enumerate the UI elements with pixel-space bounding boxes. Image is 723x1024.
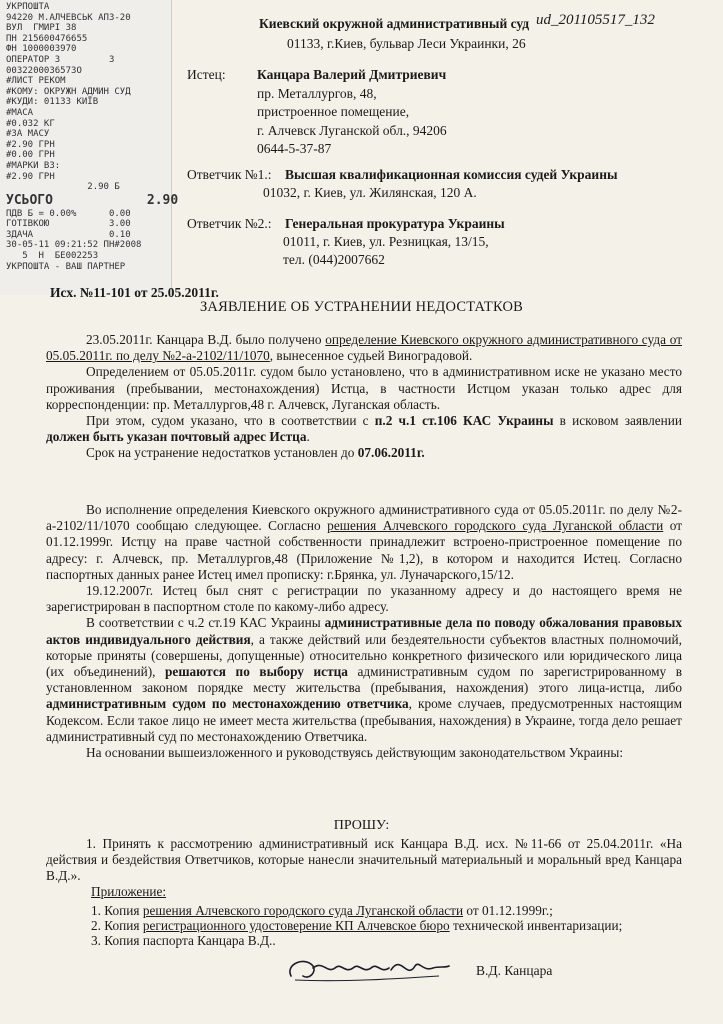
receipt-line: 30-05-11 09:21:52 ПН#2008 xyxy=(6,240,142,251)
request-paragraph: 1. Принять к рассмотрению административный иск Канцара В.Д. исх. №11-66 от 25.04.2011г. «На действия и бездействия Ответчиков, которые нанесли значительный материальный и моральный вред Канцара В.Д.». xyxy=(46,836,682,884)
text-span: , а также действий или бездеятельности субъектов властных полномочий, которые приняты (совершены, допущенные) относительно конкретного физического или юридического лица (их объединений), xyxy=(46,631,682,680)
text-span: 23.05.2011г. Канцара В.Д. было получено xyxy=(86,332,322,347)
respondent2-phone: тел. (044)2007662 xyxy=(283,252,385,267)
body-part-2 xyxy=(46,502,682,761)
court-address: 01133, г.Киев, бульвар Леси Украинки, 26 xyxy=(287,36,526,51)
receipt-line: ВУЛ ГМИРІ 38 xyxy=(6,23,77,34)
receipt-line: ОПЕРАТОР 3 3 xyxy=(6,54,115,65)
respondent2-name-text: Генеральная прокуратура Украины xyxy=(285,216,505,231)
paragraph xyxy=(46,615,682,745)
text-span: , кроме случаев, предусмотренных настоящим Кодексом. Если такое лицо не имеет места жительства (пребывания, нахождения) в Украине, тогда дело решает административный суд по местонахождению Ответчика. xyxy=(46,696,682,744)
bold-text: должен быть указан почтовый адрес Истца xyxy=(46,429,307,445)
paragraph xyxy=(46,413,682,445)
text-span: технической инвентаризации; xyxy=(449,918,623,933)
receipt-line: ПДВ Б = 0.00% 0.00 xyxy=(6,208,131,219)
receipt-line: #ЛИСТ РЕКОМ xyxy=(6,76,66,87)
receipt-line: 0032200036573О xyxy=(6,65,82,76)
text-span: 1. Копия xyxy=(91,903,143,918)
handwritten-signature xyxy=(283,946,453,990)
respondent2-name xyxy=(285,215,505,234)
text-span: 2. Копия xyxy=(91,918,143,933)
plaintiff-name: Канцара Валерий Дмитриевич xyxy=(257,67,447,82)
receipt-total-value: 2.90 xyxy=(146,192,179,208)
plaintiff-line: пристроенное помещение, xyxy=(257,104,410,119)
plaintiff-line: г. Алчевск Луганской обл., 94206 xyxy=(257,122,447,138)
paragraph xyxy=(46,332,682,364)
paragraph: Определением от 05.05.2011г. судом было установлено, что в административном иске не указано место проживания (пребывании, местонахождения) Истца, в частности Истцом указан только адрес для корреспонденции: пр. Металлургов,48 г. Алчевск, Луганская область. xyxy=(46,364,682,412)
text-span: от 01.12.1999г.; xyxy=(463,903,553,918)
paragraph: 19.12.2007г. Истец был снят с регистрации по указанному адресу и до настоящего время не зарегистрирован в паспортном столе по какому-либо адресу. xyxy=(46,583,682,615)
receipt-line: #МАСА xyxy=(6,107,34,118)
text-span: от 01.12.1999г. Истцу на праве частной собственности принадлежит встроено-пристроенное помещение по адресу: г. Алчевск, пр. Металлургов,48 (Приложение №1,2), в котором и находится Истец. Согласно паспортных данных ранее Истец имел прописку: г.Брянка, ул. Луначарского,15/12. xyxy=(46,518,683,582)
paragraph: На основании вышеизложенного и руководствуясь действующим законодательством Украины: xyxy=(86,745,624,761)
paragraph xyxy=(46,445,682,461)
receipt-line: #2.90 ГРН xyxy=(6,171,55,182)
bold-text: 07.06.2011г. xyxy=(357,445,425,461)
document-title: ЗАЯВЛЕНИЕ ОБ УСТРАНЕНИИ НЕДОСТАТКОВ xyxy=(199,299,524,315)
outgoing-reference: Исх. №11-101 от 25.05.2011г. xyxy=(50,285,219,300)
respondent2-address: 01011, г. Киев, ул. Резницкая, 13/15, xyxy=(283,234,489,249)
receipt-lines xyxy=(6,2,171,193)
text-span: административным судом по зарегистрированному в установленном законом порядке месту жительства (пребывания, нахождения) этого лица-истца, либо xyxy=(46,664,683,696)
receipt-line: #ЗА МАСУ xyxy=(6,129,50,140)
plaintiff-details xyxy=(257,66,447,159)
court-name: Киевский окружной административный суд xyxy=(259,16,530,31)
respondent1-details xyxy=(285,166,618,185)
plaintiff-role: Истец: xyxy=(187,67,226,82)
request-heading: ПРОШУ: xyxy=(333,818,390,833)
plaintiff-line: 0644-5-37-87 xyxy=(257,141,332,156)
receipt-line: #МАРКИ ВЗ: xyxy=(6,160,61,171)
underlined-text: определение Киевского окружного административного суда от 05.05.2011г. по делу №2-а-2102/11/1070 xyxy=(46,332,683,364)
receipt-line: #0.00 ГРН xyxy=(6,150,55,161)
bold-text: административные дела по поводу обжалования правовых актов индивидуального действия xyxy=(46,615,682,647)
receipt-line: #0.032 КГ xyxy=(6,118,55,129)
receipt-total-label: УСЬОГО xyxy=(6,192,53,208)
respondent1-address: 01032, г. Киев, ул. Жилянская, 120 А. xyxy=(263,185,477,200)
request-text xyxy=(46,836,682,885)
receipt-total xyxy=(6,192,179,209)
receipt-line: ЗДАЧА 0.10 xyxy=(6,229,131,240)
receipt-tail xyxy=(6,209,171,273)
respondent1-name: Высшая квалификационная комиссия судей Украины xyxy=(285,167,618,182)
respondent1-role: Ответчик №1.: xyxy=(187,167,272,182)
text-span: При этом, судом указано, что в соответствии с xyxy=(86,413,375,429)
underlined-text: регистрационного удостоверение КП Алчевское бюро xyxy=(142,918,450,933)
receipt-line: 5 Н БЕ002253 xyxy=(6,251,99,262)
attachments-label: Приложение: xyxy=(91,884,167,899)
receipt-line: 2.90 Б xyxy=(6,182,120,193)
text-span: . xyxy=(306,429,310,445)
text-span: В соответствии с ч.2 ст.19 КАС Украины xyxy=(86,615,325,631)
text-span: 3. Копия паспорта Канцара В.Д.. xyxy=(91,933,276,948)
receipt-line: #2.90 ГРН xyxy=(6,139,55,150)
receipt-line: #КОМУ: ОКРУЖН АДМИН СУД xyxy=(6,86,131,97)
signer-name: В.Д. Канцара xyxy=(476,963,553,978)
receipt-line: ГОТІВКОЮ 3.00 xyxy=(6,219,131,230)
paragraph xyxy=(46,502,682,583)
receipt-line: УКРПОШТА - ВАШ ПАРТНЕР xyxy=(6,261,126,272)
text-span: в исковом заявлении xyxy=(553,413,682,429)
body-part-1 xyxy=(46,332,682,462)
respondent2-role: Ответчик №2.: xyxy=(187,216,272,231)
attachment-item xyxy=(91,903,553,919)
receipt-line: #КУДИ: 01133 КИЇВ xyxy=(6,97,99,108)
text-span: , вынесенное судьей Виноградовой. xyxy=(269,348,473,364)
receipt-line: ФН 1000003970 xyxy=(6,44,77,55)
plaintiff-line: пр. Металлургов, 48, xyxy=(257,85,377,101)
receipt-line: 94220 М.АЛЧЕВСЬК АПЗ-20 xyxy=(6,12,131,23)
document-id: ud_201105517_132 xyxy=(536,12,655,28)
underlined-text: решения Алчевского городского суда Луганской области xyxy=(142,903,464,918)
receipt-line: ПН 215600476655 xyxy=(6,33,88,44)
text-span: Во исполнение определения Киевского окружного административного суда от 05.05.2011г. по делу №2-а-2102/11/1070 сообщаю следующее. Согласно xyxy=(46,502,682,534)
attachment-item xyxy=(91,933,276,949)
text-span: Срок на устранение недостатков установлен до xyxy=(86,445,358,461)
bold-text: п.2 ч.1 ст.106 КАС Украины xyxy=(374,413,554,429)
bold-text: решаются по выбору истца xyxy=(165,664,348,680)
underlined-text: решения Алчевского городского суда Луганской области xyxy=(327,518,664,534)
receipt-line: УКРПОШТА xyxy=(6,2,50,12)
bold-text: административным судом по местонахождению ответчика xyxy=(46,696,409,712)
attachment-item xyxy=(91,918,622,934)
